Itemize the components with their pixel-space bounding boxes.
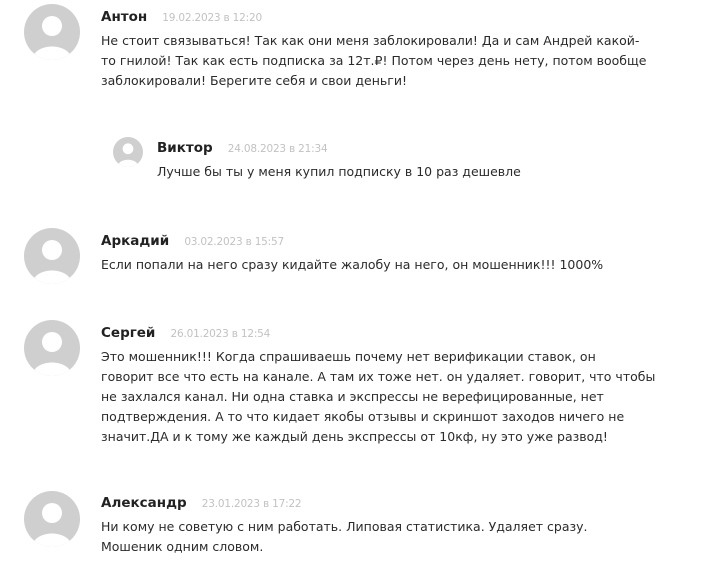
comment-text-line: подтверждения. А то что кидает якобы отзывы и скриншот заходов ничего не — [101, 409, 625, 424]
comment-text-line: значит.ДА и к тому же каждый день экспрессы от 10кф, ну это уже развод! — [101, 429, 608, 444]
comment-author[interactable]: Сергей — [101, 325, 156, 341]
comment-date[interactable]: 23.01.2023 в 17:22 — [201, 498, 302, 510]
comment-item — [0, 317, 712, 457]
comment-text-line: заблокировали! Берегите себя и свои деньги! — [101, 73, 407, 88]
comment-date[interactable]: 19.02.2023 в 12:20 — [162, 12, 262, 24]
comment-text-line: Не стоит связываться! Так как они меня заблокировали! Да и сам Андрей какой- — [101, 33, 640, 48]
comment-date[interactable]: 26.01.2023 в 12:54 — [170, 328, 271, 340]
user-avatar-icon — [24, 4, 80, 60]
comment-text-line: Это мошенник!!! Когда спрашиваешь почему нет верификации ставок, он — [101, 349, 596, 364]
comment-author[interactable]: Антон — [101, 9, 148, 25]
comment-item — [0, 488, 712, 574]
comment-text-line: Мошеник одним словом. — [101, 539, 264, 554]
comment-text-line: говорит все что есть на канале. А там их тоже нет. он удаляет. говорит, что чтобы — [101, 369, 656, 384]
comment-text-line: Ни кому не советую с ним работать. Липовая статистика. Удаляет сразу. — [101, 519, 588, 534]
comment-text — [101, 31, 691, 91]
comment-date[interactable]: 03.02.2023 в 15:57 — [184, 236, 284, 248]
user-avatar-icon — [113, 137, 143, 167]
comment-author[interactable]: Виктор — [157, 140, 213, 156]
comment-meta — [157, 138, 677, 158]
comment-author[interactable]: Александр — [101, 495, 187, 511]
comment-author[interactable]: Аркадий — [101, 233, 170, 249]
comment-text-line: не захлался канал. Ни одна ставка и экспрессы не верефицированные, нет — [101, 389, 604, 404]
comment-text-line: Если попали на него сразу кидайте жалобу на него, он мошенник!!! 1000% — [101, 257, 604, 272]
user-avatar-icon — [24, 320, 80, 376]
comment-date[interactable]: 24.08.2023 в 21:34 — [227, 143, 328, 155]
comment-meta — [101, 493, 691, 513]
comment-meta — [101, 323, 701, 343]
user-avatar-icon — [24, 491, 80, 547]
comment-meta — [101, 7, 691, 27]
user-avatar-icon — [24, 228, 80, 284]
comment-text-line: Лучше бы ты у меня купил подписку в 10 раз дешевле — [157, 164, 521, 179]
comment-item — [0, 0, 712, 110]
comment-text — [101, 347, 701, 447]
comment-text — [101, 255, 691, 275]
reply-comment-item — [0, 130, 712, 190]
comment-text — [157, 162, 677, 182]
comment-text-line: то гнилой! Так как есть подписка за 12т.₽! Потом через день нету, потом вообще — [101, 53, 647, 68]
comment-item — [0, 225, 712, 295]
comment-text — [101, 517, 691, 557]
comment-meta — [101, 231, 691, 251]
